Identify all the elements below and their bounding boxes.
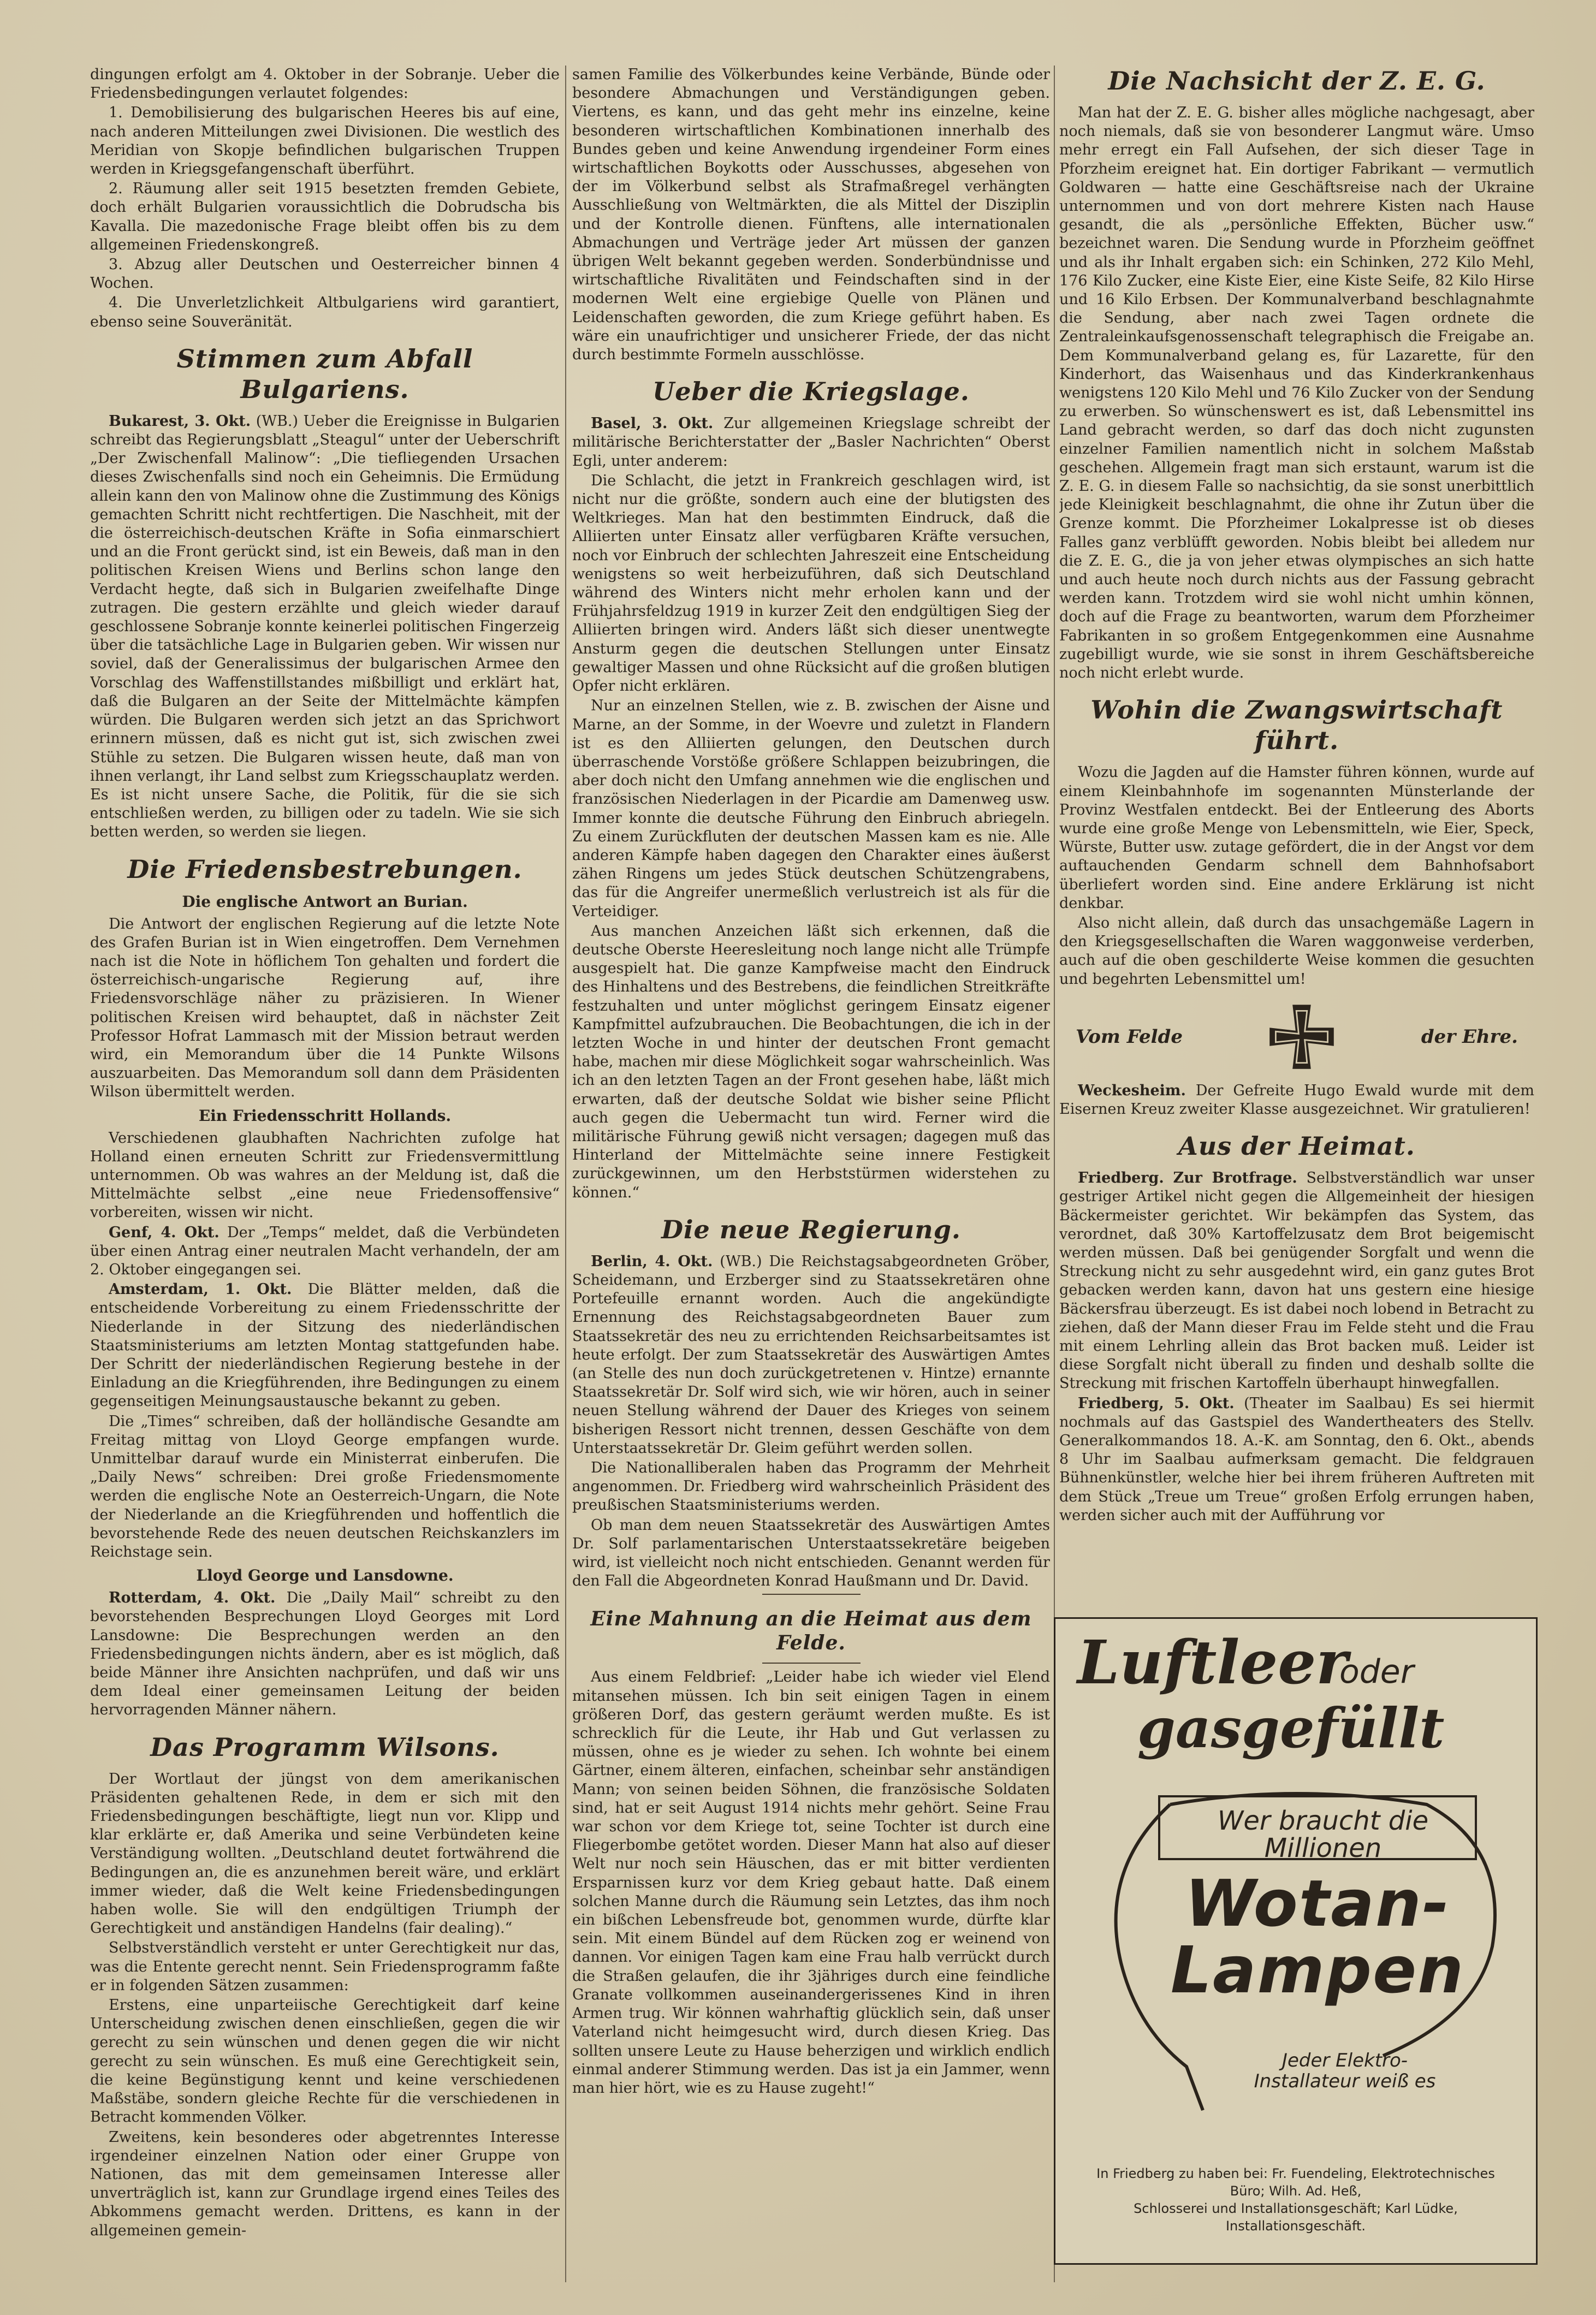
paragraph: Also nicht allein, daß durch das unsachgemäße Lagern in den Kriegsgesellschaften die Waren waggonweise verderben, auch auf die oben geschilderte Weise kommen die gesuchten und begehrten Lebensmittel um! <box>1059 914 1534 988</box>
paragraph: Selbstverständlich versteht er unter Gerechtigkeit nur das, was die Entente gerecht nennt. Sein Friedensprogramm faßte er in folgenden Sätzen zusammen: <box>90 1939 560 1994</box>
ad-dealers <box>1077 2165 1514 2235</box>
article-text: Der Gefreite Hugo Ewald wurde mit dem Eisernen Kreuz zweiter Klasse ausgezeichnet. Wir gratulieren! <box>1059 1082 1534 1118</box>
subtitle: Zur Brotfrage. <box>1173 1170 1297 1187</box>
column-divider <box>565 66 566 2282</box>
article-heading: Wohin die Zwangswirtschaft führt. <box>1090 695 1503 756</box>
ad-headline: Luftleer <box>1077 1627 1348 1697</box>
article-heading: Das Programm Wilsons. <box>150 1732 500 1762</box>
ad-question: Wer braucht die Millionen <box>1217 1806 1429 1863</box>
separator-rule <box>762 1594 861 1595</box>
iron-cross-icon <box>1263 999 1340 1075</box>
paragraph: Der Wortlaut der jüngst von dem amerikanischen Präsidenten gehaltenen Rede, in dem er sich mit den Friedensbedingungen beschäftigte, liegt nun vor. Klipp und klar erklärte er, daß Amerika und seine Verbündeten keine Verständigung wollten. „Deutschland deutet fortwährend die Bedingungen an, die es anzunehmen bereit wäre, und erklärt immer wieder, daß die Welt keine Friedensbedingungen haben wolle. Sie will den endgültigen Triumph der Gerechtigkeit und anständigen Handelns (fair dealing).“ <box>90 1770 560 1937</box>
paragraph <box>572 1253 1050 1458</box>
paragraph: Die „Times“ schreiben, daß der holländische Gesandte am Freitag mittag von Lloyd George empfangen wurde. Unmittelbar darauf wurde ein Ministerrat einberufen. Die „Daily News“ schreiben: Drei große Friedensmomente werden die englische Note an Oesterreich-Ungarn, die Note der Niederlande an die Kriegführenden und hoffentlich die bevorstehende Rede des neuen deutschen Reichskanzlers im Reichstage sein. <box>90 1412 560 1561</box>
paragraph <box>90 412 560 842</box>
paragraph: Wozu die Jagden auf die Hamster führen können, wurde auf einem Kleinbahnhofe im sogenannten Münsterlande der Provinz Westfalen entdeckt. Bei der Entleerung des Aborts wurde eine große Menge von Lebensmitteln, wie Eier, Speck, Würste, Butter usw. zutage gefördert, die in der Angst vor dem auftauchenden Gendarm schnell dem Bahnhofsabort überliefert worden sind. Eine andere Erklärung ist nicht denkbar. <box>1059 764 1534 912</box>
paragraph: dingungen erfolgt am 4. Oktober in der Sobranje. Ueber die Friedensbedingungen verlautet folgendes: <box>90 66 560 102</box>
ad-dealers-line: In Friedberg zu haben bei: Fr. Fuendeling, Elektrotechnisches Büro; Wilh. Ad. Heß, <box>1096 2166 1495 2199</box>
banner-text-left: Vom Felde <box>1076 1025 1183 1048</box>
article-heading: Eine Mahnung an die Heimat aus dem Felde. <box>590 1607 1032 1655</box>
article-heading: Die Friedensbestrebungen. <box>127 854 523 884</box>
column-middle <box>572 66 1050 2293</box>
article-text: Selbstverständlich war unser gestriger Artikel nicht gegen die Allgemeinheit der hiesigen Bäckermeister gerichtet. Wir bekämpfen das System, das verordnet, daß 30% Kartoffelzusatz dem Brot beigemischt werden müssen. Daß bei genügender Sorgfalt und wenn die Streckung nicht zu sehr ausgedehnt wird, ein ganz gutes Brot gebacken werden kann, davon hat uns gestern eine hiesige Bäckersfrau überzeugt. Es ist dabei noch lobend in Betracht zu ziehen, daß der Mann dieser Frau im Felde steht und die Frau mit einem Lehrling allein das Brot backen muß. Leider ist diese Sorgfalt nicht überall zu finden und deshalb sollte die Streckung mit frischen Kartoffeln überhaupt hinwegfallen. <box>1059 1170 1534 1392</box>
article-text: Der „Temps“ meldet, daß die Verbündeten über einen Antrag einer neutralen Macht verhandeln, der am 2. Oktober eingegangen sei. <box>90 1224 560 1278</box>
ad-dealers-line: Schlosserei und Installationsgeschäft; Karl Lüdke, Installationsgeschäft. <box>1134 2201 1458 2234</box>
article-text: (WB.) Die Reichstagsabgeordneten Gröber, Scheidemann, und Erzberger sind zu Staatssekretären ohne Portefeuille ernannt worden. Auch die angekündigte Ernennung des Reichstagsabgeordneten Bauer zum Staatssekretär des neu zu errichtenden Reichsarbeitsamtes ist heute erfolgt. Der zum Staatssekretär des Auswärtigen Amtes (an Stelle des nun doch zurückgetretenen v. Hintze) ernannte Staatssekretär Dr. Solf wird sich, wie wir hören, auch in seiner neuen Stellung während der Dauer des Krieges von seinem bisherigen Ressort nicht trennen, dessen Geschäfte von dem Unterstaatssekretär Dr. Gleim geführt werden sollen. <box>572 1253 1050 1457</box>
paragraph: Man hat der Z. E. G. bisher alles mögliche nachgesagt, aber noch niemals, daß sie von besonderer Langmut wäre. Umso mehr erregt ein Fall Aufsehen, der sich dieser Tage in Pforzheim ereignet hat. Ein dortiger Fabrikant — vermutlich Goldwaren — hatte eine Geschäftsreise nach der Ukraine unternommen und von dort mehrere Kisten nach Hause gesandt, die als „persönliche Effekten, Bücher usw.“ bezeichnet waren. Die Sendung wurde in Pforzheim geöffnet und als ihr Inhalt ergaben sich: ein Schinken, 272 Kilo Mehl, 176 Kilo Zucker, eine Kiste Eier, eine Kiste Seife, 82 Kilo Hirse und 16 Kilo Erbsen. Der Kommunalverband beschlagnahmte die Sendung, aber nach zwei Tagen ordnete die Zentraleinkaufsgenossenschaft telegraphisch die Freigabe an. Dem Kommunalverband gelang es, für Lazarette, für den Kinderhort, das Waisenhaus und das Kinderkrankenhaus wenigstens 120 Kilo Mehl und 76 Kilo Zucker von der Sendung zu erwerben. So wünschenswert es ist, daß Lebensmittel ins Land gebracht werden, so darf das doch nicht zugunsten einzelner Familien namentlich nicht in solchem Maßstab geschehen. Allgemein fragt man sich erstaunt, warum ist die Z. E. G. in diesem Falle so nachsichtig, da sie sonst unerbittlich jede Kleinigkeit beschlagnahmt, die ohne ihr Zutun über die Grenze kommt. Die Pforzheimer Lokalpresse ist ob dieses Falles ganz verblüfft geworden. Nobis bleibt bei alledem nur die Z. E. G., die ja von jeher etwas olympisches an sich hatte und auch heute noch durch nichts aus der Fassung gebracht werden kann. Trotzdem wird sie wohl nicht umhin können, doch auf die Frage zu beantworten, warum dem Pforzheimer Fabrikanten in so großem Entgegenkommen eine Ausnahme zugebilligt wurde, wie sie sonst in ihrem Geschäftsbereiche noch nicht erlebt wurde. <box>1059 104 1534 682</box>
paragraph: Aus manchen Anzeichen läßt sich erkennen, daß die deutsche Oberste Heeresleitung noch lange nicht alle Trümpfe ausgespielt hat. Die ganze Kampfweise macht den Eindruck des Hinhaltens und des Bestrebens, die feindlichen Streitkräfte festzuhalten und unter möglichst geringem Einsatz eigener Kampfmittel aufzubrauchen. Die Beobachtungen, die ich in der letzten Woche in und hinter der deutschen Front gemacht habe, machen mir diese Möglichkeit sogar wahrscheinlich. Was ich an den letzten Tagen an der Front gesehen habe, läßt mich erwarten, daß der deutsche Soldat wie bisher seine Pflicht auch gegen die Uebermacht tun wird. Ferner wird die militärische Führung gewiß nicht versagen; dagegen muß das Hinterland der Mittelmächte seine innere Festigkeit zurückgewinnen, um den Herbststürmen widerstehen zu können.“ <box>572 922 1050 1201</box>
paragraph <box>90 1280 560 1411</box>
article-text: (WB.) Ueber die Ereignisse in Bulgarien schreibt das Regierungsblatt „Steagul“ unter der Ueberschrift „Der Zwischenfall Malinow“: „Die tiefliegenden Ursachen dieses Zwischenfalls sind noch ein Geheimnis. Die Ermüdung allein kann den von Malinow ohne die Zustimmung des Königs gemachten Schritt nicht rechtfertigen. Die Naschheit, mit der die österreichisch-deutschen Kräfte in Sofia einmarschiert und an die Front gerückt sind, ist ein Beweis, daß man in den politischen Kreisen Wiens und Berlins schon lange den Verdacht hegte, daß sich in Bulgarien zweifelhafte Dinge zutragen. Die gestern erzählte und gleich wieder darauf geschlossene Sobranje konnte keinerlei politischen Fingerzeig über die tatsächliche Lage in Bulgarien geben. Wir wissen nur soviel, daß der Generalissimus der bulgarischen Armee den Vorschlag des Waffenstillstandes mißbilligt und erklärt hat, daß die Bulgaren an der Seite der Mittelmächte kämpfen würden. Die Bulgaren werden sich jetzt an das Sprichwort erinnern müssen, daß es nicht gut ist, sich zwischen zwei Stühle zu setzen. Die Bulgaren wissen heute, daß man von ihnen verlangt, ihr Land selbst zum Kriegsschauplatz werden. Es ist nicht unsere Sache, die Politik, für die sie sich entschließen werden, zu billigen oder zu tadeln. Wie sie sich betten werden, so werden sie liegen. <box>90 412 560 841</box>
dateline: Weckesheim. <box>1078 1082 1186 1099</box>
paragraph <box>1059 1169 1534 1393</box>
paragraph <box>1059 1082 1534 1119</box>
column-right <box>1059 66 1534 1611</box>
dateline: Friedberg, 5. Okt. <box>1078 1394 1235 1412</box>
dateline: Rotterdam, 4. Okt. <box>109 1589 276 1607</box>
article-text: (Theater im Saalbau) Es sei hiermit nochmals auf das Gastspiel des Wandertheaters des Stellv. Generalkommandos 18. A.-K. am Sonntag, den 6. Okt., abends 8 Uhr im Saalbau aufmerksam gemacht. Die feldgrauen Bühnenkünstler, welche hier bei ihrem früheren Auftreten mit dem Stück „Treue um Treue“ großen Erfolg errungen haben, werden sicher auch mit der Aufführung vor <box>1059 1394 1534 1524</box>
paragraph: samen Familie des Völkerbundes keine Verbände, Bünde oder besondere Abmachungen und Verständigungen geben. Viertens, es kann, und das geht mehr ins einzelne, keine besonderen wirtschaftlichen Kombinationen innerhalb des Bundes geben und keine Anwendung irgendeiner Form eines wirtschaftlichen Boykotts oder Ausschusses, abgesehen von der im Völkerbund selbst als Strafmaßregel verhängten Ausschließung von Weltmärkten, die als Mittel der Disziplin und der Kontrolle dienen. Fünftens, alle internationalen Abmachungen und Verträge jeder Art müssen der ganzen übrigen Welt bekannt gegeben werden. Sonderbündnisse und wirtschaftliche Rivalitäten und Feindschaften sind in der modernen Welt eine ergiebige Quelle von Plänen und Leidenschaften geworden, die zum Kriege geführt haben. Es wäre ein unaufrichtiger und unsicherer Friede, der das nicht durch bestimmte Formeln ausschlösse. <box>572 66 1050 364</box>
paragraph <box>572 414 1050 471</box>
paragraph: 2. Räumung aller seit 1915 besetzten fremden Gebiete, doch erhält Bulgarien voraussichtlich die Dobrudscha bis Kavalla. Die mazedonische Frage bleibt offen bis zu dem allgemeinen Friedenskongreß. <box>90 180 560 253</box>
subheading: Ein Friedensschritt Hollands. <box>198 1106 452 1125</box>
paragraph: Erstens, eine unparteiische Gerechtigkeit darf keine Unterscheidung zwischen denen einschließen, gegen die wir gerecht zu sein wünschen und denen gegen die wir nicht gerecht zu sein wünschen. Es muß eine Gerechtigkeit sein, die keine Begünstigung kennt und keine verschiedenen Maßstäbe, sondern gleiche Rechte für die verschiedenen in Betracht kommenden Völker. <box>90 1997 560 2126</box>
roll-of-honour-banner <box>1076 999 1518 1075</box>
paragraph: 1. Demobilisierung des bulgarischen Heeres bis auf eine, nach anderen Mitteilungen zwei Divisionen. Die westlich des Meridian von Skopje befindlichen bulgarischen Truppen werden in Kriegsgefangenschaft überführt. <box>90 104 560 178</box>
article-heading: Aus der Heimat. <box>1178 1131 1415 1161</box>
advertisement-wotan-lamps <box>1054 1617 1538 2265</box>
article-heading: Ueber die Kriegslage. <box>652 377 970 407</box>
subheading: Die englische Antwort an Burian. <box>182 892 468 911</box>
subheading: Lloyd George und Lansdowne. <box>196 1566 454 1585</box>
dateline: Basel, 3. Okt. <box>591 415 714 432</box>
article-heading: Stimmen zum Abfall Bulgariens. <box>176 343 473 404</box>
ad-connector: oder <box>1339 1653 1414 1691</box>
paragraph <box>1059 1394 1534 1525</box>
paragraph <box>90 1589 560 1719</box>
dateline: Bukarest, 3. Okt. <box>109 412 251 430</box>
paragraph: 3. Abzug aller Deutschen und Oesterreicher binnen 4 Wochen. <box>90 256 560 292</box>
dateline: Friedberg. <box>1078 1170 1164 1187</box>
column-left <box>90 66 560 2293</box>
ad-headline: gasgefüllt <box>1137 1696 1445 1760</box>
banner-text-right: der Ehre. <box>1421 1025 1518 1048</box>
ad-answer: Jeder Elektro-Installateur weiß es <box>1254 2050 1436 2092</box>
article-text: Die „Daily Mail“ schreibt zu den bevorstehenden Besprechungen Lloyd Georges mit Lord Lansdowne: Die Besprechungen werden an den Friedensbedingungen nichts ändern, aber es ist möglich, daß beide Männer ihre Ansichten nachprüfen, und daß wir uns dem Ideal einer gemeinsamen Leitung der beiden hervorragenden Männer nähern. <box>90 1589 560 1719</box>
article-heading: Die neue Regierung. <box>661 1214 961 1244</box>
paragraph: Die Schlacht, die jetzt in Frankreich geschlagen wird, ist nicht nur die größte, sondern auch eine der blutigsten des Weltkrieges. Man hat den bestimmten Eindruck, daß die Alliierten unter Einsatz aller verfügbaren Kräfte versuchen, noch vor Einbruch der schlechten Jahreszeit eine Entscheidung wenigstens so weit herbeizuführen, daß sich Deutschland während des Winters nicht mehr erholen kann und der Frühjahrsfeldzug 1919 in kurzer Zeit den endgültigen Sieg der Alliierten bringen wird. Anders läßt sich dieser unentwegte Ansturm gegen die deutschen Stellungen unter Einsatz gewaltiger Massen und ohne Rücksicht auf die großen blutigen Opfer nicht erklären. <box>572 472 1050 695</box>
paragraph: Die Nationalliberalen haben das Programm der Mehrheit angenommen. Dr. Friedberg wird wahrscheinlich Präsident des preußischen Staatsministeriums werden. <box>572 1459 1050 1514</box>
article-heading: Die Nachsicht der Z. E. G. <box>1108 66 1486 96</box>
paragraph <box>90 1224 560 1280</box>
paragraph: Nur an einzelnen Stellen, wie z. B. zwischen der Aisne und Marne, an der Somme, in der Woevre und zuletzt in Flandern ist es den Alliierten gelungen, den Deutschen durch überraschende Vorstöße größere Schlappen beizubringen, die aber doch nicht den Umfang annehmen wie die englischen und französischen Niederlagen in der Picardie am Damenweg usw. Immer konnte die deutsche Führung den Einbruch abriegeln. Zu einem Zurückfluten der deutschen Massen kam es nie. Alle anderen Kämpfe haben dagegen den Charakter eines äußerst zähen Ringens um jedes Stück deutschen Schützengrabens, das für die Angreifer unermeßlich verlustreich ist als für die Verteidiger. <box>572 697 1050 920</box>
paragraph: Die Antwort der englischen Regierung auf die letzte Note des Grafen Burian ist in Wien eingetroffen. Dem Vernehmen nach ist die Note in höflichem Ton gehalten und fordert die österreichisch-ungarische Regierung auf, ihre Friedensvorschläge näher zu präzisieren. In Wiener politischen Kreisen wird behauptet, daß in nächster Zeit Professor Hofrat Lammasch mit der Mission betraut werden wird, ein Memorandum über die 14 Punkte Wilsons auszuarbeiten. Das Memorandum soll dann dem Präsidenten Wilson übermittelt werden. <box>90 915 560 1101</box>
dateline: Amsterdam, 1. Okt. <box>109 1281 292 1298</box>
separator-rule <box>762 1663 861 1664</box>
paragraph: Ob man dem neuen Staatssekretär des Auswärtigen Amtes Dr. Solf parlamentarischen Unterstaatssekretäre beigeben wird, ist vielleicht noch nicht entschieden. Genannt werden für den Fall die Abgeordneten Konrad Haußmann und Dr. David. <box>572 1516 1050 1590</box>
paragraph: Verschiedenen glaubhaften Nachrichten zufolge hat Holland einen erneuten Schritt zur Friedensvermittlung unternommen. Ob was wahres an der Meldung ist, daß die Mittelmächte selbst „eine neue Friedensoffensive“ vorbereiten, wissen wir nicht. <box>90 1129 560 1221</box>
paragraph: 4. Die Unverletzlichkeit Altbulgariens wird garantiert, ebenso seine Souveränität. <box>90 294 560 330</box>
paragraph: Aus einem Feldbrief: „Leider habe ich wieder viel Elend mitansehen müssen. Ich bin seit einigen Tagen in einem größeren Dorf, das gestern geräumt werden mußte. Es ist schrecklich für die Leute, ihr Hab und Gut verlassen zu müssen, ohne es je wieder zu sehen. Ich wohnte bei einem Gärtner, einem älteren, einfachen, scheinbar sehr anständigen Mann; von seinen beiden Söhnen, die französische Soldaten sind, hat er seit August 1914 nichts mehr gehört. Seine Frau war schon vor dem Kriege tot, seine Tochter ist durch eine Fliegerbombe getötet worden. Dieser Mann hat also auf dieser Welt nur noch sein Häuschen, das er mit bitter verdienten Ersparnissen kurz vor dem Krieg gebaut hatte. Daß einem solchen Manne durch die Räumung sein Letztes, das ihm noch ein bißchen Lebensfreude bot, genommen wurde, dürfte klar sein. Mit einem Bündel auf dem Rücken zog er weinend von dannen. Vor einigen Tagen kam eine Frau halb verrückt durch die Straßen gelaufen, die ihr 3jähriges durch eine feindliche Granate vollkommen auseinandergerissenes Kind in ihren Armen trug. Wir können wahrhaftig glücklich sein, daß unser Vaterland nicht heimgesucht wird, durch diesen Krieg. Das sollten unsere Leute zu Hause beherzigen und wirklich endlich einmal anderer Stimmung werden. Das ist ja ein Jammer, wenn man hier hört, wie es zu Hause zugeht!“ <box>572 1669 1050 2097</box>
article-text: Zur allgemeinen Kriegslage schreibt der militärische Berichterstatter der „Basler Nachrichten“ Oberst Egli, unter anderem: <box>572 415 1050 470</box>
dateline: Berlin, 4. Okt. <box>591 1253 713 1270</box>
article-text: Die Blätter melden, daß die entscheidende Vorbereitung zu einem Friedensschritte der Niederlande in der Sitzung des niederländischen Staatsministeriums am letzten Montag stattgefunden habe. Der Schritt der niederländischen Regierung bestehe in der Einladung an die Kriegführenden, ihre Bedingungen zu einem gegenseitigen Meinungsaustausche bekannt zu geben. <box>90 1281 560 1410</box>
ad-brand: Wotan-Lampen <box>1170 1866 1465 2008</box>
dateline: Genf, 4. Okt. <box>109 1224 219 1241</box>
paragraph: Zweitens, kein besonderes oder abgetrenntes Interesse irgendeiner einzelnen Nation oder einer Gruppe von Nationen, das mit dem gemeinsamen Interesse aller unverträglich ist, kann zur Grundlage irgend eines Teiles des Abkommens gemacht werden. Drittens, es kann in der allgemeinen gemein- <box>90 2128 560 2239</box>
